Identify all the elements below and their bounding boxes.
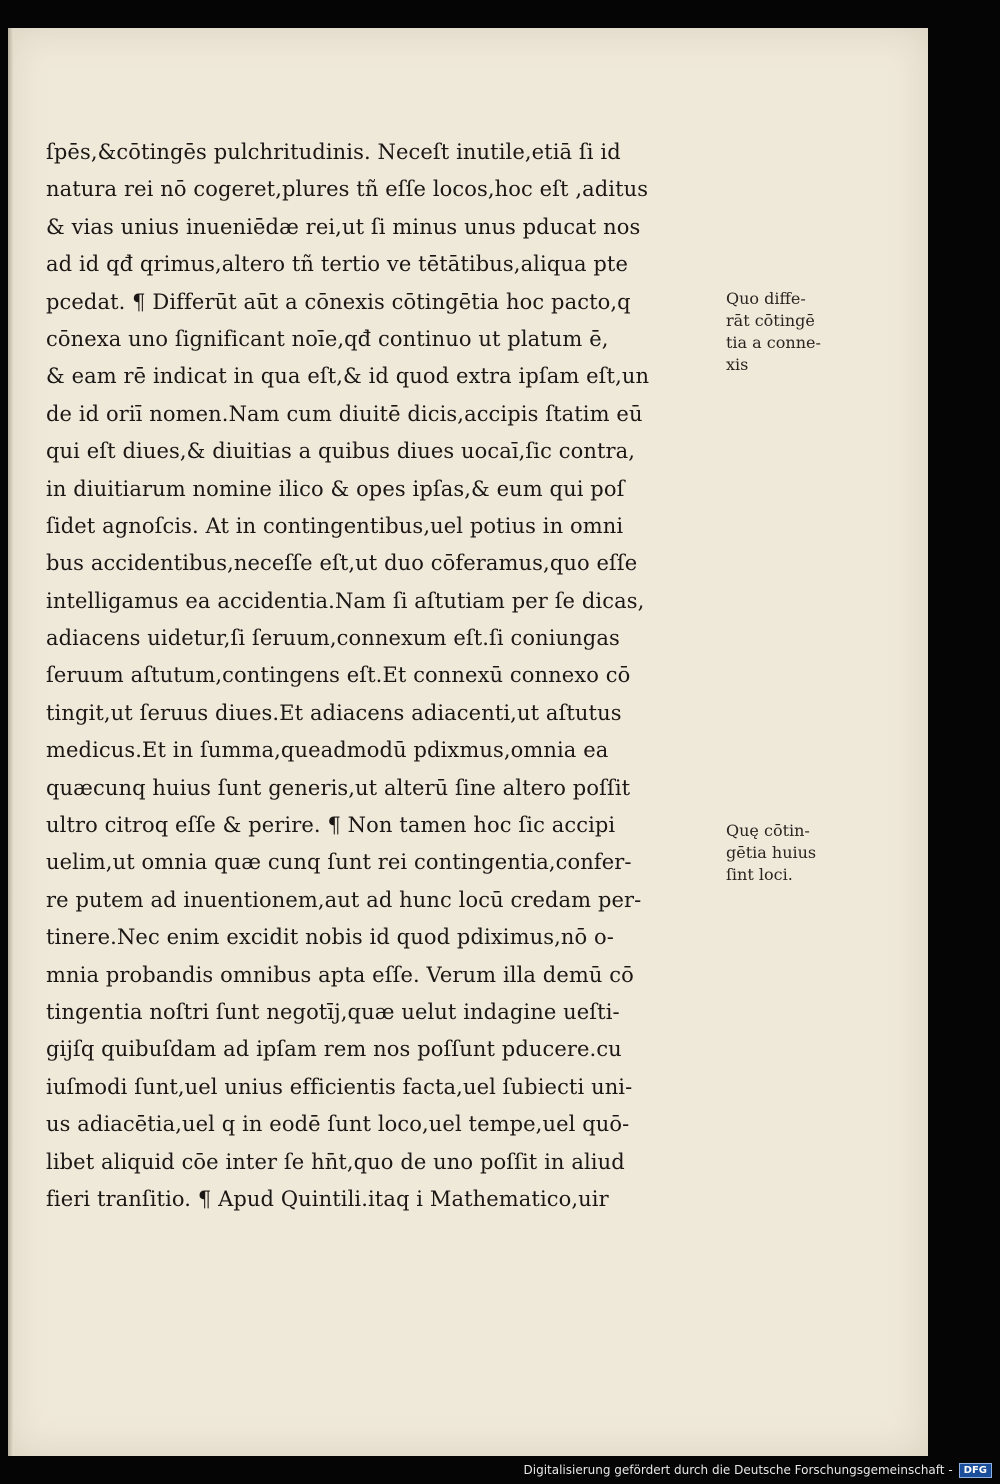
margin-note-line: xis [726, 355, 749, 374]
text-line: pcedat. ¶ Differūt aūt a cōnexis cōtingētia hoc pacto,q [46, 289, 631, 314]
text-line: tingentia noſtri ſunt negotīj,quæ uelut indagine ueſti- [46, 999, 620, 1024]
margin-note-contingentia [726, 820, 926, 886]
funding-credit: Digitalisierung gefördert durch die Deutsche Forschungsgemeinschaft - [523, 1463, 953, 1477]
book-page [8, 28, 928, 1456]
text-line: ſeruum aſtutum,contingens eſt.Et connexū connexo cō [46, 663, 631, 688]
text-line: ultro citroq eſſe & perire. ¶ Non tamen hoc ſic accipi [46, 813, 616, 838]
text-line: tingit,ut ſeruus diues.Et adiacens adiacenti,ut aſtutus [46, 700, 622, 725]
text-line: de id oriī nomen.Nam cum diuitē dicis,accipis ſtatim eū [46, 401, 643, 426]
text-line: medicus.Et in ſumma,queadmodū pdixmus,omnia ea [46, 738, 609, 763]
text-line: gijſq quibuſdam ad ipſam rem nos poſſunt pducere.cu [46, 1037, 622, 1062]
dfg-logo: DFG [959, 1463, 992, 1478]
text-line: ſidet agnoſcis. At in contingentibus,uel potius in omni [46, 513, 624, 538]
text-line: uelim,ut omnia quæ cunq ſunt rei contingentia,confer- [46, 850, 632, 875]
text-line: natura rei nō cogeret,plures tñ eſſe locos,hoc eſt ,aditus [46, 177, 649, 202]
footer-bar [0, 1456, 1000, 1484]
margin-note-line: Quo diffe- [726, 289, 806, 308]
margin-note-line: rāt cōtingē [726, 311, 815, 330]
text-line: fieri tranſitio. ¶ Apud Quintili.itaq i Mathematico,uir [46, 1186, 609, 1211]
text-line: & vias unius inueniēdæ rei,ut ſi minus unus pducat nos [46, 214, 641, 239]
page-binding-edge [8, 28, 14, 1456]
margin-note-line: tia a conne- [726, 333, 821, 352]
text-line: qui eſt diues,& diuitias a quibus diues uocaī,ſic contra, [46, 439, 636, 464]
text-line: quæcunq huius ſunt generis,ut alterū ſine altero poſſit [46, 775, 631, 800]
text-line: cōnexa uno ſignificant noīe,qđ continuo ut platum ē, [46, 326, 609, 351]
text-line: mnia probandis omnibus apta eſſe. Verum illa demū cō [46, 962, 634, 987]
margin-note-line: Quę cōtin- [726, 821, 810, 840]
text-line: us adiacētia,uel q in eodē ſunt loco,uel tempe,uel quō- [46, 1112, 630, 1137]
text-line: in diuitiarum nomine ilico & opes ipſas,& eum qui poſ [46, 476, 625, 501]
text-line: bus accidentibus,neceſſe eſt,ut duo cōferamus,quo eſſe [46, 551, 638, 576]
margin-note-line: gētia huius [726, 843, 817, 862]
text-line: & eam rē indicat in qua eſt,& id quod extra ipſam eſt,un [46, 364, 650, 389]
margin-note-differences [726, 288, 926, 376]
text-line: ſpēs,&cōtingēs pulchritudinis. Neceſt inutile,etiā ſi id [46, 140, 621, 164]
margin-note-line: ſint loci. [726, 865, 793, 884]
text-line: ad id qđ qrimus,altero tñ tertio ve tētātibus,aliqua pte [46, 252, 628, 277]
text-line: adiacens uidetur,ſi ſeruum,connexum eſt.ſi coniungas [46, 626, 620, 651]
text-line: iuſmodi ſunt,uel unius efficientis facta,uel ſubiecti uni- [46, 1074, 633, 1099]
text-line: re putem ad inuentionem,aut ad hunc locū credam per- [46, 887, 642, 912]
text-line: libet aliquid cōe inter ſe hn̄t,quo de uno poſſit in aliud [46, 1149, 625, 1174]
text-line: tinere.Nec enim excidit nobis id quod pdiximus,nō o- [46, 925, 614, 950]
text-line: intelligamus ea accidentia.Nam ſi aſtutiam per ſe dicas, [46, 588, 645, 613]
main-text-block [46, 134, 726, 1218]
